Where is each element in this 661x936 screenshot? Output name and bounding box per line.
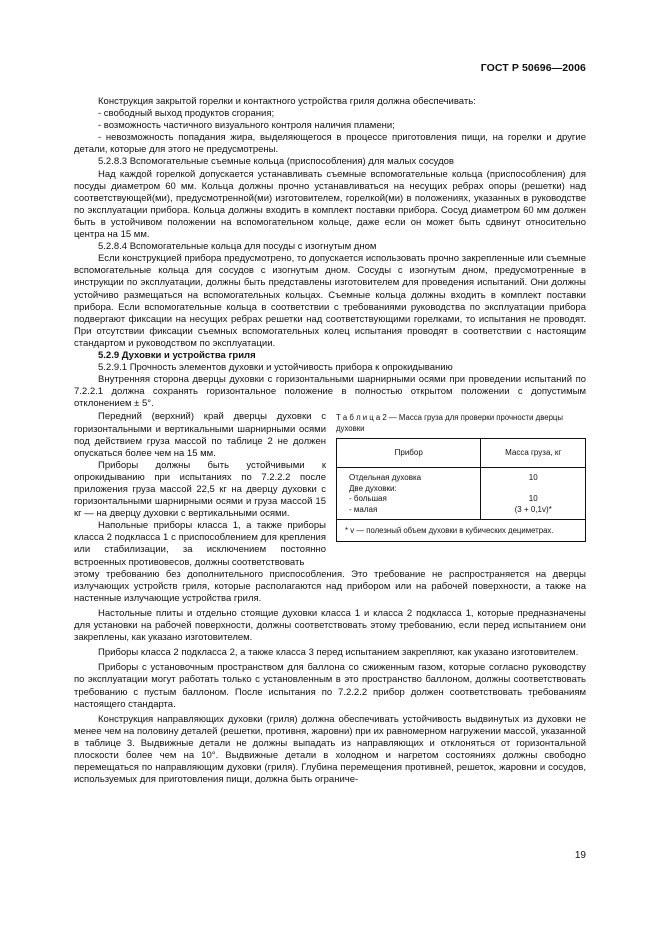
column-header: Масса груза, кг [481, 439, 586, 468]
document-page [74, 0, 586, 936]
paragraph: Конструкция закрытой горелки и контактного устройства гриля должна обеспечивать: [98, 96, 476, 107]
mass-cell [482, 484, 584, 495]
subsection-heading: 5.2.8.4 Вспомогательные кольца для посуды с изогнутым дном [98, 241, 377, 253]
list-item: - невозможность попадания жира, выделяющегося в процессе приготовления пищи, на горелки и другие детали, которые для этого не предусмотрены. [74, 132, 586, 156]
paragraph: Внутренняя сторона дверцы духовки с горизонтальными шарнирными осями при проведении испытаний по 7.2.2.1 должна сохранять горизонтальное положение в полностью открытом положении с допустимым отклонением ± 5°. [74, 374, 586, 410]
table-row [337, 468, 586, 520]
wrapped-text [74, 411, 326, 568]
paragraph: Передний (верхний) край дверцы духовки с горизонтальными и вертикальными шарнирными осями под действием груза массой по таблице 2 не должен опускаться более чем на 15 мм. [74, 411, 326, 459]
section-heading: 5.2.9 Духовки и устройства гриля [98, 349, 256, 361]
mass-cell: (3 + 0,1v)* [514, 504, 552, 514]
list-item: - свободный выход продуктов сгорания; [98, 108, 275, 120]
device-cell: Две духовки: [349, 483, 397, 493]
paragraph: Приборы должны быть устойчивыми к опрокидыванию при испытаниях по 7.2.2.2 после приложения груза массой 22,5 кг на дверцу духовки с горизонтальными шарнирными осями и груза массой 15 кг — на дверцу духовки с вертикальными осями. [74, 459, 326, 520]
standard-header: ГОСТ Р 50696—2006 [480, 62, 586, 74]
mass-cell: 10 [528, 473, 538, 483]
paragraph: Конструкция направляющих духовки (гриля) должна обеспечивать устойчивость выдвинутых из духовки не менее чем на половину деталей (решетки, противня, жаровни) при их равномерном нагружении массой, указанной в таблице 3. Выдвижные детали не должны выпадать из направляющих и отклоняться от горизонтальной плоскости более чем на 10°. Выдвижные детали в холодном и нагретом состояниях должны свободно перемещаться по направляющим духовки (гриля). Глубина перемещения противней, решеток, жаровни и сосудов, используемых для приготовления пищи, должна быть ограниче- [74, 713, 586, 786]
paragraph: Настольные плиты и отдельно стоящие духовки класса 1 и класса 2 подкласса 1, которые предназначены для установки на рабочей поверхности, должны соответствовать этому требованию, если перед испытанием они закреплены, как указано изготовителем. [74, 607, 586, 644]
page-body [74, 96, 586, 786]
device-cell: - большая [349, 494, 387, 504]
load-mass-table [336, 438, 586, 542]
subsection-heading: 5.2.8.3 Вспомогательные съемные кольца (приспособления) для малых сосудов [98, 156, 454, 168]
list-item: - возможность частичного визуального контроля наличия пламени; [98, 120, 395, 132]
paragraph: Напольные приборы класса 1, а также приборы класса 2 подкласса 1 с приспособлением для крепления или стабилизации, за исключением постоянно встроенных противовесов, должны соответствовать [74, 520, 326, 568]
paragraph: Над каждой горелкой допускается устанавливать съемные вспомогательные кольца (приспособления) для посуды диаметром 60 мм. Кольца должны прочно устанавливаться на несущих ребрах опоры (решетки) над соответствующей(ми), предусмотренной(ми) изготовителем, горелкой(ми) в положениях, указанных в руководстве по эксплуатации прибора. Кольца должны входить в комплект поставки прибора. Сосуд диаметром 60 мм должен быть в устойчивом положении на вспомогательном кольце, даже если он может быть сдвинут относительно центра на 15 мм. [74, 168, 586, 241]
device-cell: Отдельная духовка [349, 473, 422, 483]
paragraph: Приборы с установочным пространством для баллона со сжиженным газом, которые согласно руководству по эксплуатации могут работать только с установленным в это пространство баллоном, должны соответствовать требованию с пустым баллоном. После испытания по 7.2.2.2 прибор должен соответствовать требованиям настоящего стандарта. [74, 662, 586, 710]
paragraph: Если конструкцией прибора предусмотрено, то допускается использовать прочно закрепленные или съемные вспомогательные кольца для сосудов с изогнутым дном. Сосуды с изогнутым дном, предусмотренные в инструкции по эксплуатации, должны быть представлены изготовителем для проведения испытаний. Они должны устойчиво размещаться на вспомогательных кольцах. Съемные кольца должны входить в комплект поставки прибора. Если вспомогательные кольца в соответствии с требованиями руководства по эксплуатации прибора подвергают фиксации на несущих ребрах решетки над соответствующими горелками, то испытания не проводят. При отсутствии фиксации съемных вспомогательных колец испытания проводят в соответствии с настоящим стандартом и руководством по эксплуатации. [74, 253, 586, 349]
table-caption: Т а б л и ц а 2 — Масса груза для проверки прочности дверцы духовки [336, 413, 563, 433]
paragraph: Приборы класса 2 подкласса 2, а также класса 3 перед испытанием закрепляют, как указано изготовителем. [98, 647, 579, 659]
subsection-heading: 5.2.9.1 Прочность элементов духовки и устойчивость прибора к опрокидыванию [98, 362, 453, 374]
paragraph: этому требованию без дополнительного приспособления. Это требование не распространяется на дверцы излучающих устройств гриля, которые располагаются над прибором или на рабочей поверхности, а также на настенные излучающие устройства гриля. [74, 568, 586, 604]
device-cell: - малая [349, 504, 378, 514]
table-footnote: * v — полезный объем духовки в кубических дециметрах. [337, 520, 586, 542]
mass-cell: 10 [528, 494, 538, 504]
column-header: Прибор [337, 439, 481, 468]
page-number: 19 [574, 850, 586, 861]
text-with-table [74, 411, 586, 568]
table-2 [336, 413, 586, 568]
